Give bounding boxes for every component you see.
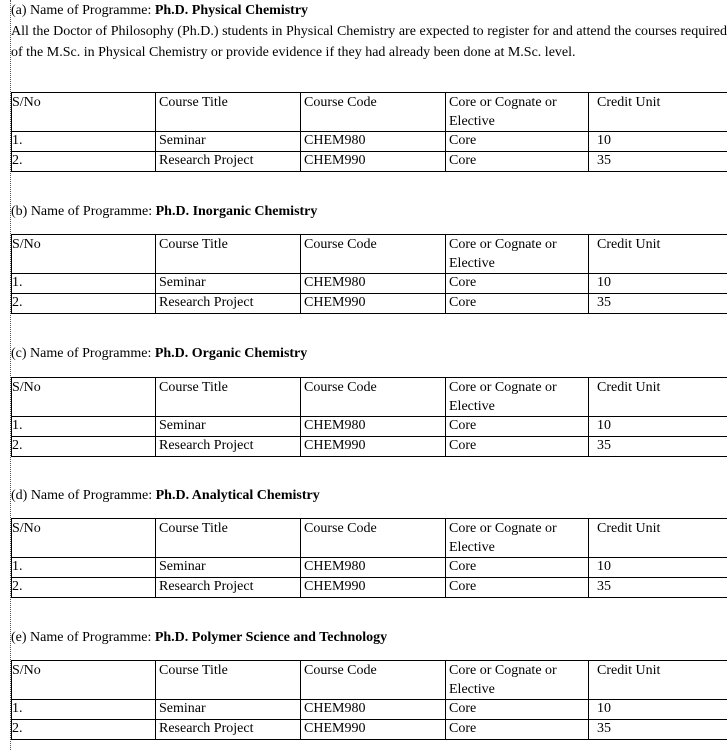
cell-sno: 2.: [12, 578, 156, 598]
cell-sno: 1.: [12, 274, 156, 294]
cell-course-title: Seminar: [156, 417, 301, 437]
table-row: [12, 720, 727, 740]
cell-sno: 2.: [12, 152, 156, 172]
table-row: [12, 152, 727, 172]
cell-course-title: Research Project: [156, 294, 301, 314]
cell-sno: 1.: [12, 417, 156, 437]
course-table-d: [11, 518, 727, 598]
programme-name: Ph.D. Analytical Chemistry: [155, 488, 320, 503]
table-row: [12, 294, 727, 314]
cell-credit-unit: 10: [589, 700, 727, 720]
cell-course-title: Research Project: [156, 152, 301, 172]
cell-credit-unit: 10: [589, 132, 727, 152]
cell-sno: 2.: [12, 720, 156, 740]
cell-course-code: CHEM990: [301, 437, 446, 457]
header-sno: S/No: [12, 93, 156, 132]
cell-course-code: CHEM980: [301, 274, 446, 294]
programme-heading-b: [11, 202, 317, 222]
intro-paragraph: All the Doctor of Philosophy (Ph.D.) students in Physical Chemistry are expected to register for and attend the courses required of the M.Sc. in Physical Chemistry or provide evidence if they had already been done at M.Sc. level.: [11, 24, 727, 60]
programme-heading-a: [11, 1, 308, 21]
cell-course-title: Research Project: [156, 578, 301, 598]
table-header-row: [12, 93, 727, 132]
header-course-code: Course Code: [301, 93, 446, 132]
cell-credit-unit: 10: [589, 274, 727, 294]
cell-course-title: Research Project: [156, 720, 301, 740]
header-course-code: Course Code: [301, 378, 446, 417]
table-header-row: [12, 235, 727, 274]
table-row: [12, 700, 727, 720]
cell-credit-unit: 10: [589, 417, 727, 437]
header-course-title: Course Title: [156, 378, 301, 417]
cell-course-type: Core: [446, 132, 589, 152]
cell-credit-unit: 35: [589, 437, 727, 457]
cell-course-type: Core: [446, 700, 589, 720]
programme-heading-e: [11, 628, 387, 648]
table-row: [12, 132, 727, 152]
cell-course-type: Core: [446, 152, 589, 172]
header-credit-unit: Credit Unit: [589, 378, 727, 417]
cell-course-type: Core: [446, 417, 589, 437]
table-row: [12, 274, 727, 294]
programme-label: (e) Name of Programme:: [11, 630, 155, 645]
header-course-code: Course Code: [301, 235, 446, 274]
cell-sno: 2.: [12, 294, 156, 314]
cell-course-code: CHEM980: [301, 558, 446, 578]
programme-name: Ph.D. Physical Chemistry: [154, 3, 309, 18]
cell-sno: 1.: [12, 700, 156, 720]
cell-course-type: Core: [446, 720, 589, 740]
header-course-title: Course Title: [156, 235, 301, 274]
header-course-type: Core or Cognate or Elective: [446, 235, 589, 274]
cell-course-code: CHEM980: [301, 700, 446, 720]
programme-name: Ph.D. Inorganic Chemistry: [155, 204, 318, 219]
header-course-title: Course Title: [156, 93, 301, 132]
header-sno: S/No: [12, 378, 156, 417]
table-row: [12, 417, 727, 437]
cell-course-code: CHEM990: [301, 152, 446, 172]
cell-course-type: Core: [446, 274, 589, 294]
cell-course-title: Research Project: [156, 437, 301, 457]
header-course-type: Core or Cognate or Elective: [446, 661, 589, 700]
cell-course-title: Seminar: [156, 700, 301, 720]
course-table-c: [11, 377, 727, 457]
cell-sno: 1.: [12, 132, 156, 152]
table-row: [12, 558, 727, 578]
header-sno: S/No: [12, 235, 156, 274]
header-credit-unit: Credit Unit: [589, 235, 727, 274]
programme-label: (b) Name of Programme:: [11, 204, 156, 219]
course-table-a: [11, 92, 727, 172]
table-header-row: [12, 661, 727, 700]
cell-sno: 2.: [12, 437, 156, 457]
cell-course-type: Core: [446, 294, 589, 314]
cell-course-title: Seminar: [156, 132, 301, 152]
cell-credit-unit: 35: [589, 578, 727, 598]
header-credit-unit: Credit Unit: [589, 519, 727, 558]
table-header-row: [12, 519, 727, 558]
cell-course-type: Core: [446, 558, 589, 578]
programme-heading-c: [11, 344, 307, 364]
header-course-code: Course Code: [301, 519, 446, 558]
cell-credit-unit: 35: [589, 294, 727, 314]
programme-heading-d: [11, 486, 320, 506]
course-table-b: [11, 234, 727, 314]
cell-sno: 1.: [12, 558, 156, 578]
cell-course-code: CHEM990: [301, 578, 446, 598]
cell-course-code: CHEM980: [301, 417, 446, 437]
cell-course-code: CHEM990: [301, 720, 446, 740]
cell-credit-unit: 10: [589, 558, 727, 578]
header-credit-unit: Credit Unit: [589, 661, 727, 700]
header-credit-unit: Credit Unit: [589, 93, 727, 132]
header-course-type: Core or Cognate or Elective: [446, 519, 589, 558]
cell-credit-unit: 35: [589, 152, 727, 172]
programme-name: Ph.D. Organic Chemistry: [154, 346, 308, 361]
cell-course-type: Core: [446, 437, 589, 457]
table-row: [12, 578, 727, 598]
header-course-code: Course Code: [301, 661, 446, 700]
cell-course-title: Seminar: [156, 558, 301, 578]
cell-credit-unit: 35: [589, 720, 727, 740]
header-sno: S/No: [12, 661, 156, 700]
programme-label: (a) Name of Programme:: [11, 3, 155, 18]
cell-course-title: Seminar: [156, 274, 301, 294]
header-course-title: Course Title: [156, 661, 301, 700]
header-course-title: Course Title: [156, 519, 301, 558]
header-course-type: Core or Cognate or Elective: [446, 378, 589, 417]
header-course-type: Core or Cognate or Elective: [446, 93, 589, 132]
course-table-e: [11, 660, 727, 740]
header-sno: S/No: [12, 519, 156, 558]
programme-label: (c) Name of Programme:: [11, 346, 155, 361]
programme-label: (d) Name of Programme:: [11, 488, 156, 503]
cell-course-code: CHEM990: [301, 294, 446, 314]
table-row: [12, 437, 727, 457]
programme-name: Ph.D. Polymer Science and Technology: [154, 630, 388, 645]
table-header-row: [12, 378, 727, 417]
cell-course-type: Core: [446, 578, 589, 598]
cell-course-code: CHEM980: [301, 132, 446, 152]
